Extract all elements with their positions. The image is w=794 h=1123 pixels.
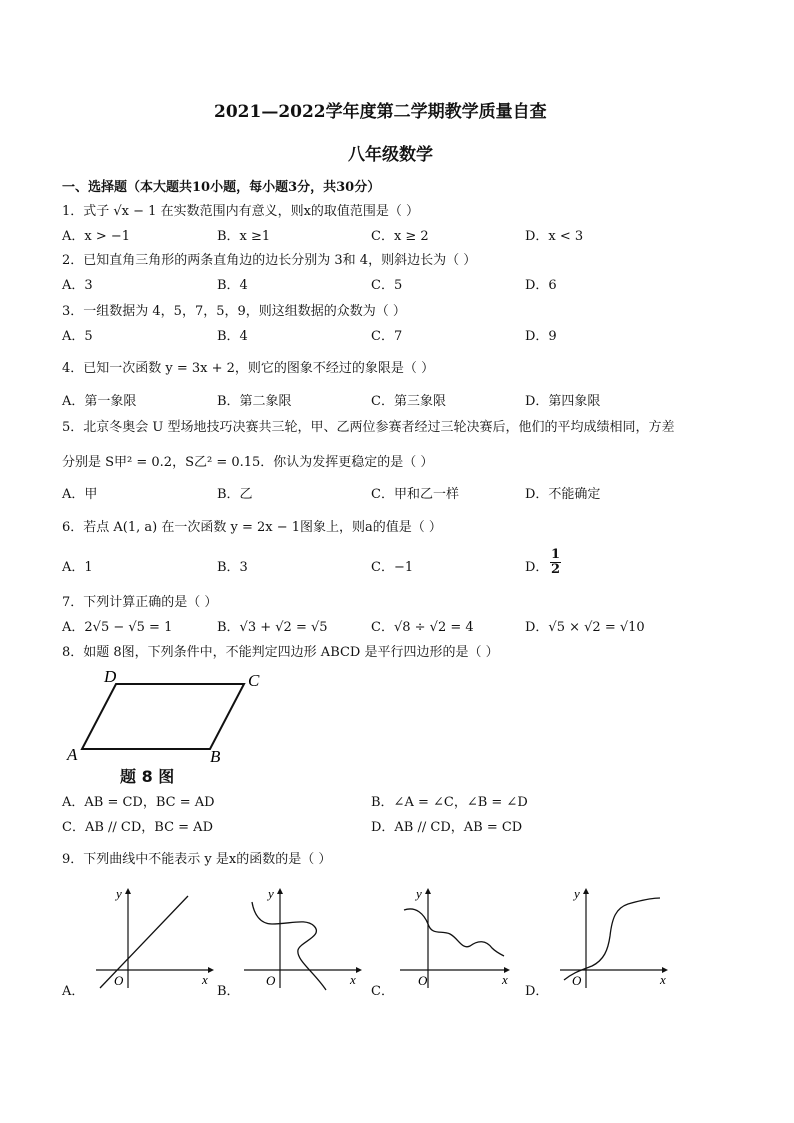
question-4-option-b: B．第二象限: [217, 394, 292, 409]
question-7-option-b: B．√3 + √2 = √5: [217, 620, 328, 635]
graph-d-increasing-curve: [556, 884, 676, 992]
question-1-stem: 1．式子 √x − 1 在实数范围内有意义，则x的取值范围是（ ）: [62, 204, 420, 219]
vertex-b-label: B: [210, 747, 221, 764]
y-axis-label: y: [116, 886, 122, 901]
question-6-option-d: D．: [525, 560, 549, 575]
vertex-a-label: A: [67, 745, 78, 764]
question-2-option-b: B．4: [217, 278, 248, 293]
question-5-option-d: D．不能确定: [525, 487, 601, 502]
parallelogram-shape: [82, 684, 244, 749]
fraction-denominator: 2: [551, 562, 561, 577]
question-8-stem: 8．如题 8图，下列条件中，不能判定四边形 ABCD 是平行四边形的是（ ）: [62, 645, 499, 660]
x-axis-label: x: [660, 972, 666, 987]
function-curve: [252, 902, 326, 990]
question-3-option-b: B．4: [217, 329, 248, 344]
question-5-option-c: C．甲和乙一样: [371, 487, 459, 502]
origin-label: O: [418, 973, 428, 988]
question-2-option-d: D．6: [525, 278, 557, 293]
question-3-option-a: A．5: [62, 329, 93, 344]
question-7-option-a: A．2√5 − √5 = 1: [62, 620, 173, 635]
x-axis-arrow: [356, 967, 362, 973]
question-8-option-d: D．AB // CD，AB = CD: [371, 820, 523, 835]
question-7-stem: 7．下列计算正确的是（ ）: [62, 595, 218, 610]
question-9-option-c: C．: [371, 984, 394, 999]
question-5-stem: 5．北京冬奥会 U 型场地技巧决赛共三轮，甲、乙两位参赛者经过三轮决赛后，他们的平均成绩相同，方差: [62, 420, 675, 435]
question-2-stem: 2．已知直角三角形的两条直角边的边长分别为 3和 4，则斜边长为（ ）: [62, 253, 477, 268]
page-title: 2021—2022学年度第二学期教学质量自查: [214, 102, 547, 122]
fraction-numerator: 1: [551, 547, 561, 562]
question-6-option-c: C．−1: [371, 560, 414, 575]
x-axis-label: x: [350, 972, 356, 987]
question-4-stem: 4．已知一次函数 y = 3x + 2，则它的图象不经过的象限是（ ）: [62, 361, 435, 376]
question-1-option-d: D．x < 3: [525, 229, 584, 244]
question-2-option-a: A．3: [62, 278, 93, 293]
question-3-option-c: C．7: [371, 329, 403, 344]
question-3-stem: 3．一组数据为 4，5，7，5，9，则这组数据的众数为（ ）: [62, 304, 406, 319]
question-6-option-d-fraction: [550, 548, 561, 577]
question-4-option-a: A．第一象限: [62, 394, 137, 409]
question-6-stem: 6．若点 A(1, a) 在一次函数 y = 2x − 1图象上，则a的值是（ ）: [62, 520, 442, 535]
question-5-option-a: A．甲: [62, 487, 98, 502]
y-axis-label: y: [268, 886, 274, 901]
graph-a-straight-line: [92, 884, 218, 992]
question-4-option-c: C．第三象限: [371, 394, 446, 409]
question-4-option-d: D．第四象限: [525, 394, 601, 409]
question-1-option-b: B．x ≥1: [217, 229, 271, 244]
question-1-option-a: A．x > −1: [62, 229, 131, 244]
x-axis-label: x: [502, 972, 508, 987]
y-axis-arrow: [277, 888, 283, 894]
question-8-option-a: A．AB = CD，BC = AD: [62, 795, 215, 810]
vertex-d-label: D: [104, 667, 117, 686]
function-curve: [564, 898, 660, 980]
x-axis-label: x: [202, 972, 208, 987]
graph-c-wavy-curve: [396, 884, 522, 992]
figure-8-caption: 题 8 图: [120, 767, 175, 786]
section-heading: 一、选择题（本大题共10小题，每小题3分，共30分）: [62, 180, 381, 195]
question-5-stem-line2: 分别是 S甲² = 0.2，S乙² = 0.15．你认为发挥更稳定的是（ ）: [62, 455, 434, 470]
x-axis-arrow: [208, 967, 214, 973]
question-8-option-b: B．∠A = ∠C，∠B = ∠D: [371, 795, 528, 810]
question-9-option-b: B．: [217, 984, 240, 999]
question-9-option-a: A．: [62, 984, 85, 999]
page-subtitle: 八年级数学: [348, 145, 433, 165]
y-axis-arrow: [425, 888, 431, 894]
y-axis-arrow: [583, 888, 589, 894]
vertex-c-label: C: [248, 671, 260, 690]
question-6-option-b: B．3: [217, 560, 248, 575]
origin-label: O: [572, 973, 582, 988]
question-9-stem: 9．下列曲线中不能表示 y 是x的函数的是（ ）: [62, 852, 332, 867]
question-2-option-c: C．5: [371, 278, 403, 293]
question-9-option-d: D．: [525, 984, 549, 999]
figure-8-parallelogram: [62, 664, 282, 764]
question-3-option-d: D．9: [525, 329, 557, 344]
question-1-option-c: C．x ≥ 2: [371, 229, 429, 244]
origin-label: O: [114, 973, 124, 988]
question-5-option-b: B．乙: [217, 487, 253, 502]
question-7-option-d: D．√5 × √2 = √10: [525, 620, 645, 635]
question-6-option-a: A．1: [62, 560, 93, 575]
function-curve: [404, 909, 504, 956]
question-7-option-c: C．√8 ÷ √2 = 4: [371, 620, 474, 635]
y-axis-label: y: [416, 886, 422, 901]
y-axis-arrow: [125, 888, 131, 894]
origin-label: O: [266, 973, 276, 988]
question-8-option-c: C．AB // CD，BC = AD: [62, 820, 213, 835]
graph-b-s-curve: [240, 884, 366, 992]
y-axis-label: y: [574, 886, 580, 901]
